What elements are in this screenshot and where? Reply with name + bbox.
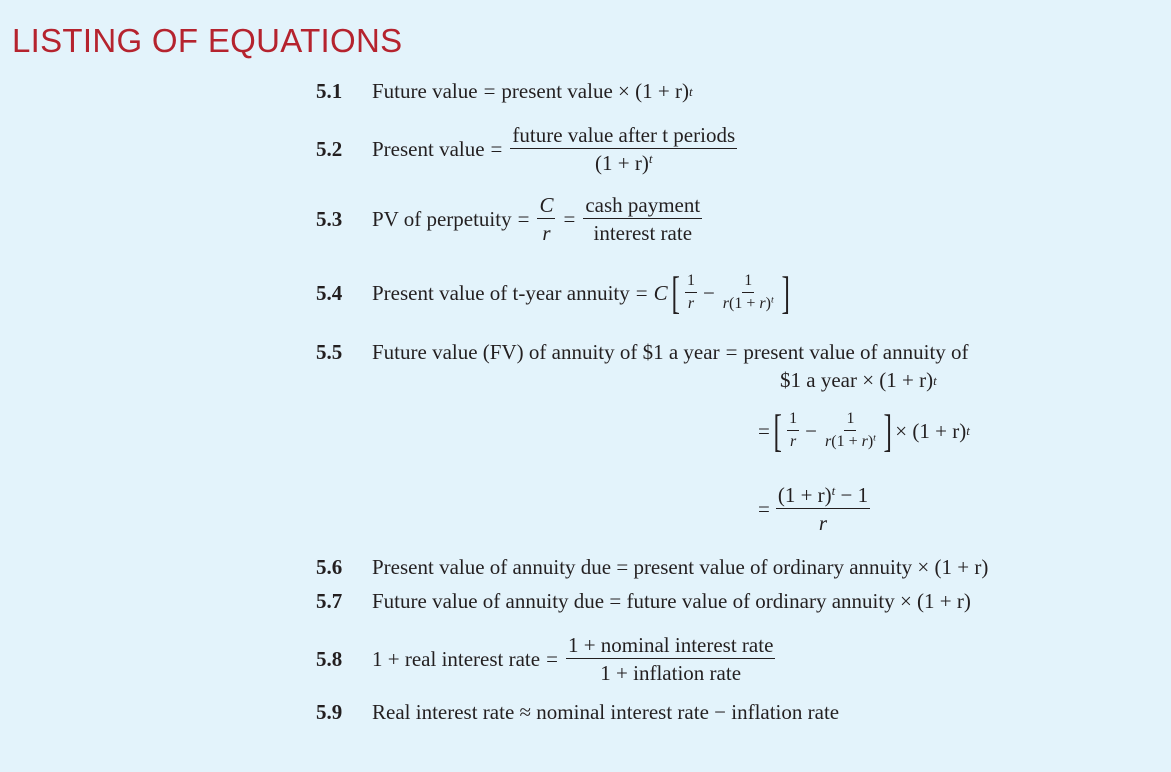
equation-5-7 — [316, 591, 971, 612]
equation-text: Real interest rate ≈ nominal interest rate − inflation rate — [372, 700, 840, 724]
numerator: C — [537, 194, 555, 219]
equation-5-9 — [316, 702, 839, 723]
equation-text: Present value of annuity due = present value of ordinary annuity × (1 + r) — [372, 555, 989, 579]
numerator-tail: − 1 — [835, 483, 869, 507]
equation-number: 5.6 — [316, 555, 343, 579]
equation-5-5-line2: $1 a year × (1 + r) t — [780, 368, 937, 392]
equation-lhs: Future value — [372, 79, 478, 103]
equation-number: 5.2 — [316, 136, 343, 161]
fraction — [583, 194, 702, 244]
equation-number: 5.8 — [316, 646, 343, 671]
equation-5-3: 5.3 PV of perpetuity = $\frac{C}{r}$ = $\frac{\text{cash payment}}{\text{interest rate}}$ — [316, 193, 701, 246]
numerator: 1 + nominal interest rate — [566, 634, 775, 659]
equation-5-5-line4: = $\frac{(1 + r)^t - 1}{r}$ — [758, 482, 869, 536]
equation-number: 5.1 — [316, 79, 343, 103]
equation-rhs: present value × (1 + r) — [501, 79, 689, 103]
page-title: LISTING OF EQUATIONS — [12, 22, 403, 59]
fraction — [537, 194, 555, 244]
equation-rhs: present value of annuity of — [743, 340, 969, 364]
equation-number: 5.4 — [316, 280, 343, 305]
denominator: (1 + r) — [595, 151, 649, 176]
equation-5-5: 5.5 Future value (FV) of annuity of $1 a year = present value of annuity of — [316, 340, 969, 364]
equation-lhs: Future value (FV) of annuity of $1 a year — [372, 340, 720, 364]
coefficient: C — [653, 280, 668, 305]
equation-5-5-line3: = [ $\frac{1}{r}$ − $\frac{1}{r(1 + r)^t}$ ] × (1 + r) t — [758, 405, 970, 456]
equation-lhs: 1 + real interest rate — [372, 646, 541, 671]
fraction: $\frac{\text{future value after t periods}}{(1 + r)^t}$ — [512, 123, 736, 176]
denominator: r — [818, 511, 828, 536]
numerator: (1 + r) — [777, 483, 832, 507]
denominator: interest rate — [593, 221, 693, 246]
fraction — [566, 634, 775, 684]
equation-number: 5.5 — [316, 340, 343, 364]
fraction: $\frac{(1 + r)^t - 1}{r}$ — [777, 482, 869, 536]
equation-5-8: 5.8 1 + real interest rate = $\frac{\text{1 + nominal interest rate}}{\text{1 + inflation rate}}$ — [316, 633, 774, 686]
equation-lhs: Present value — [372, 136, 485, 161]
numerator: future value after t periods — [510, 124, 737, 149]
equation-tail: × (1 + r) — [895, 418, 967, 443]
equation-5-4: 5.4 Present value of t-year annuity = C [ $\frac{1}{r}$ − $\frac{1}{r(1 + r)^t}$ ] — [316, 267, 790, 318]
numerator: cash payment — [583, 194, 702, 219]
denominator: 1 + inflation rate — [600, 661, 742, 686]
equation-5-2: 5.2 Present value = $\frac{\text{future value after t periods}}{(1 + r)^t}$ — [316, 123, 736, 176]
equation-lhs: Present value of t-year annuity — [372, 280, 630, 305]
equation-number: 5.9 — [316, 700, 343, 724]
equation-text: Future value of annuity due = future value of ordinary annuity × (1 + r) — [372, 589, 971, 613]
equation-5-1: 5.1 Future value = present value × (1 + r) t — [316, 79, 693, 103]
equation-rhs-cont: $1 a year × (1 + r) — [780, 368, 934, 392]
equation-number: 5.3 — [316, 206, 343, 231]
equation-number: 5.7 — [316, 589, 343, 613]
equation-5-6 — [316, 557, 988, 578]
denominator: r — [542, 221, 551, 246]
equation-lhs: PV of perpetuity — [372, 206, 512, 231]
